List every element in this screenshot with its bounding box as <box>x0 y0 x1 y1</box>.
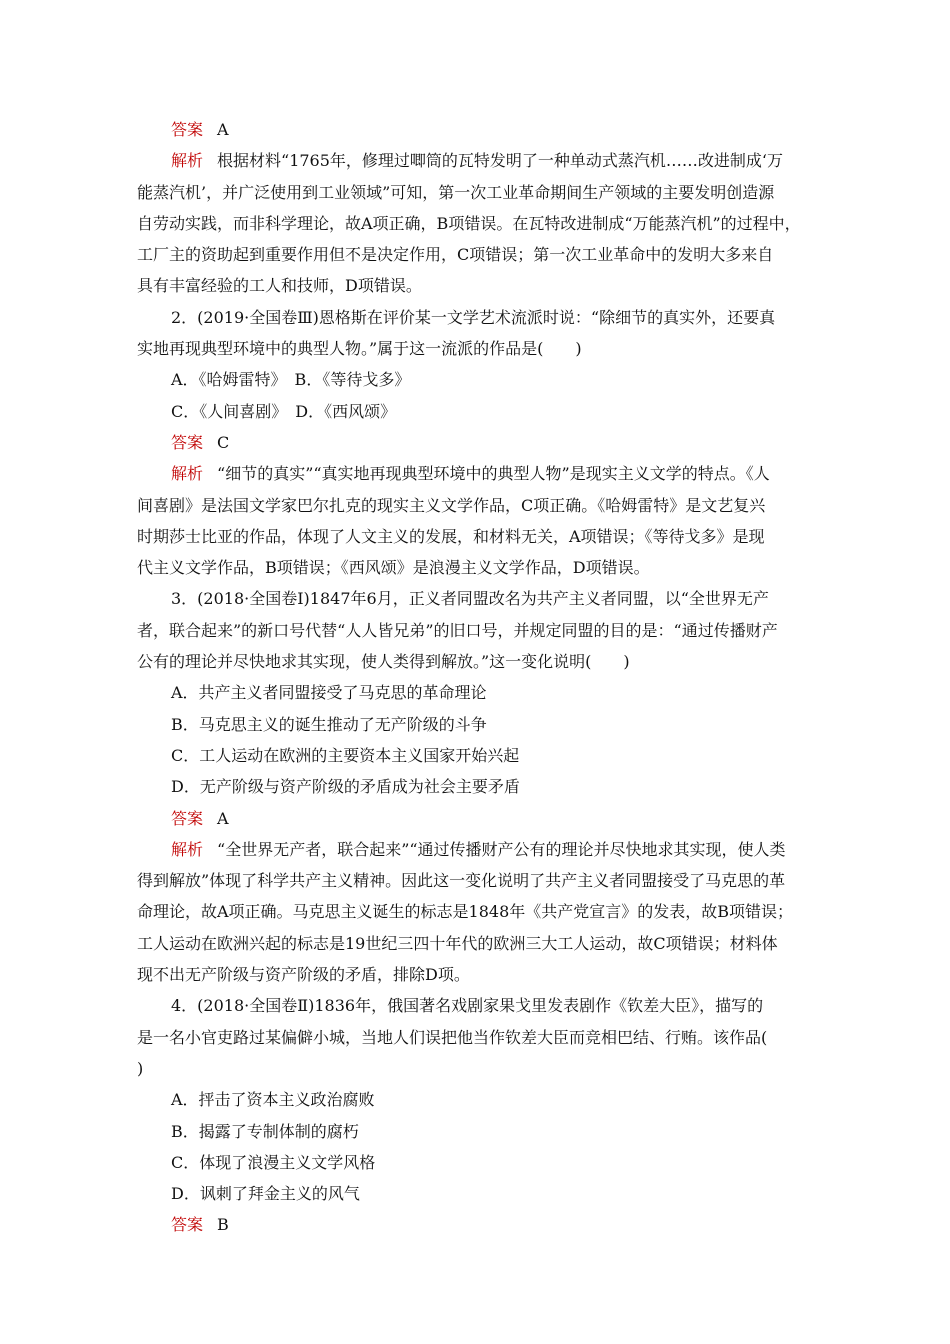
explain-label: 解析 <box>171 151 204 171</box>
question-line <box>137 646 827 677</box>
explain-text: 间喜剧》是法国文学家巴尔扎克的现实主义文学作品，C项正确。《哈姆雷特》是文艺复兴 <box>137 495 766 515</box>
question-block <box>137 990 827 1084</box>
options-line <box>137 396 827 427</box>
explain-line <box>137 458 827 489</box>
options-text: A．抨击了资本主义政治腐败 <box>171 1090 375 1110</box>
answer-line <box>137 114 827 145</box>
answer-block <box>137 1209 827 1240</box>
explain-text: 根据材料“1765年，修理过唧筒的瓦特发明了一种单动式蒸汽机……改进制成‘万 <box>217 151 784 171</box>
explain-text: “细节的真实”“真实地再现典型环境中的典型人物”是现实主义文学的特点。《人 <box>217 464 770 484</box>
options-line <box>137 740 827 771</box>
question-line <box>137 1022 827 1053</box>
answer-label: 答案 <box>171 120 204 139</box>
explain-line <box>137 959 827 990</box>
answer-value: A <box>217 808 229 828</box>
question-line <box>137 1053 827 1084</box>
explain-text: 自劳动实践，而非科学理论，故A项正确，B项错误。在瓦特改进制成“万能蒸汽机”的过程中， <box>137 213 801 233</box>
options-text: B．揭露了专制体制的腐朽 <box>171 1121 359 1141</box>
explain-label: 解析 <box>171 464 204 484</box>
question-block <box>137 583 827 677</box>
options-block <box>137 364 827 427</box>
options-text: C．《人间喜剧》 D．《西风颂》 <box>171 401 397 421</box>
answer-line <box>137 803 827 834</box>
options-text: A．《哈姆雷特》 B．《等待戈多》 <box>171 370 411 390</box>
question-text: ) <box>137 1058 144 1078</box>
options-line <box>137 364 827 395</box>
explain-line <box>137 521 827 552</box>
answer-label: 答案 <box>171 1215 204 1235</box>
document-page <box>137 114 827 1241</box>
explain-line <box>137 490 827 521</box>
options-text: C．体现了浪漫主义文学风格 <box>171 1152 376 1172</box>
options-text: B．马克思主义的诞生推动了无产阶级的斗争 <box>171 714 487 734</box>
options-line <box>137 771 827 802</box>
explain-block <box>137 145 827 301</box>
options-line <box>137 1116 827 1147</box>
question-line <box>137 333 827 364</box>
answer-block <box>137 803 827 834</box>
explain-text: 具有丰富经验的工人和技师，D项错误。 <box>137 276 422 296</box>
answer-line <box>137 1209 827 1240</box>
explain-label: 解析 <box>171 839 204 859</box>
answer-value: C <box>217 432 230 452</box>
answer-value: B <box>217 1215 229 1235</box>
explain-text: 时期莎士比亚的作品，体现了人文主义的发展，和材料无关，A项错误；《等待戈多》是现 <box>137 526 765 546</box>
explain-text: 能蒸汽机’，并广泛使用到工业领域”可知，第一次工业革命期间生产领域的主要发明创造源 <box>137 182 775 202</box>
explain-line <box>137 145 827 176</box>
explain-text: 命理论，故A项正确。马克思主义诞生的标志是1848年《共产党宣言》的发表，故B项错误； <box>137 902 794 922</box>
options-line <box>137 1084 827 1115</box>
answer-value: A <box>217 120 229 139</box>
options-line <box>137 709 827 740</box>
question-text: 者，联合起来”的新口号代替“人人皆兄弟”的旧口号，并规定同盟的目的是：“通过传播财产 <box>137 620 778 640</box>
question-line <box>137 302 827 333</box>
explain-line <box>137 896 827 927</box>
options-text: D．讽刺了拜金主义的风气 <box>171 1184 360 1204</box>
explain-line <box>137 208 827 239</box>
explain-line <box>137 552 827 583</box>
question-line <box>137 583 827 614</box>
explain-line <box>137 834 827 865</box>
answer-block <box>137 114 827 145</box>
explain-line <box>137 177 827 208</box>
question-block <box>137 302 827 365</box>
explain-block <box>137 834 827 990</box>
explain-line <box>137 928 827 959</box>
options-line <box>137 1178 827 1209</box>
answer-label: 答案 <box>171 808 204 828</box>
explain-block <box>137 458 827 583</box>
options-text: D．无产阶级与资产阶级的矛盾成为社会主要矛盾 <box>171 777 520 797</box>
explain-text: 得到解放”体现了科学共产主义精神。因此这一变化说明了共产主义者同盟接受了马克思的革 <box>137 871 786 891</box>
question-text: 2．(2019·全国卷Ⅲ)恩格斯在评价某一文学艺术流派时说：“除细节的真实外，还要真 <box>171 307 776 327</box>
explain-line <box>137 239 827 270</box>
options-block <box>137 1084 827 1209</box>
question-line <box>137 615 827 646</box>
options-line <box>137 677 827 708</box>
question-text: 实地再现典型环境中的典型人物。”属于这一流派的作品是( ) <box>137 339 582 359</box>
options-text: A．共产主义者同盟接受了马克思的革命理论 <box>171 683 487 703</box>
answer-label: 答案 <box>171 432 204 452</box>
answer-block <box>137 427 827 458</box>
answer-line <box>137 427 827 458</box>
explain-text: 现不出无产阶级与资产阶级的矛盾，排除D项。 <box>137 965 470 985</box>
question-text: 4．(2018·全国卷Ⅱ)1836年，俄国著名戏剧家果戈里发表剧作《钦差大臣》，描写的 <box>171 996 764 1016</box>
explain-line <box>137 865 827 896</box>
question-text: 是一名小官吏路过某偏僻小城，当地人们误把他当作钦差大臣而竞相巴结、行贿。该作品( <box>137 1027 768 1047</box>
question-line <box>137 990 827 1021</box>
options-text: C．工人运动在欧洲的主要资本主义国家开始兴起 <box>171 745 520 765</box>
explain-text: 代主义文学作品，B项错误；《西风颂》是浪漫主义文学作品，D项错误。 <box>137 558 650 578</box>
options-block <box>137 677 827 802</box>
explain-line <box>137 270 827 301</box>
question-text: 公有的理论并尽快地求其实现，使人类得到解放。”这一变化说明( ) <box>137 652 630 672</box>
question-text: 3．(2018·全国卷Ⅰ)1847年6月，正义者同盟改名为共产主义者同盟，以“全世界无产 <box>171 589 769 609</box>
options-line <box>137 1147 827 1178</box>
explain-text: 工人运动在欧洲兴起的标志是19世纪三四十年代的欧洲三大工人运动，故C项错误；材料体 <box>137 933 778 953</box>
explain-text: 工厂主的资助起到重要作用但不是决定作用，C项错误；第一次工业革命中的发明大多来自 <box>137 245 774 265</box>
explain-text: “全世界无产者，联合起来”“通过传播财产公有的理论并尽快地求其实现，使人类 <box>217 839 786 859</box>
